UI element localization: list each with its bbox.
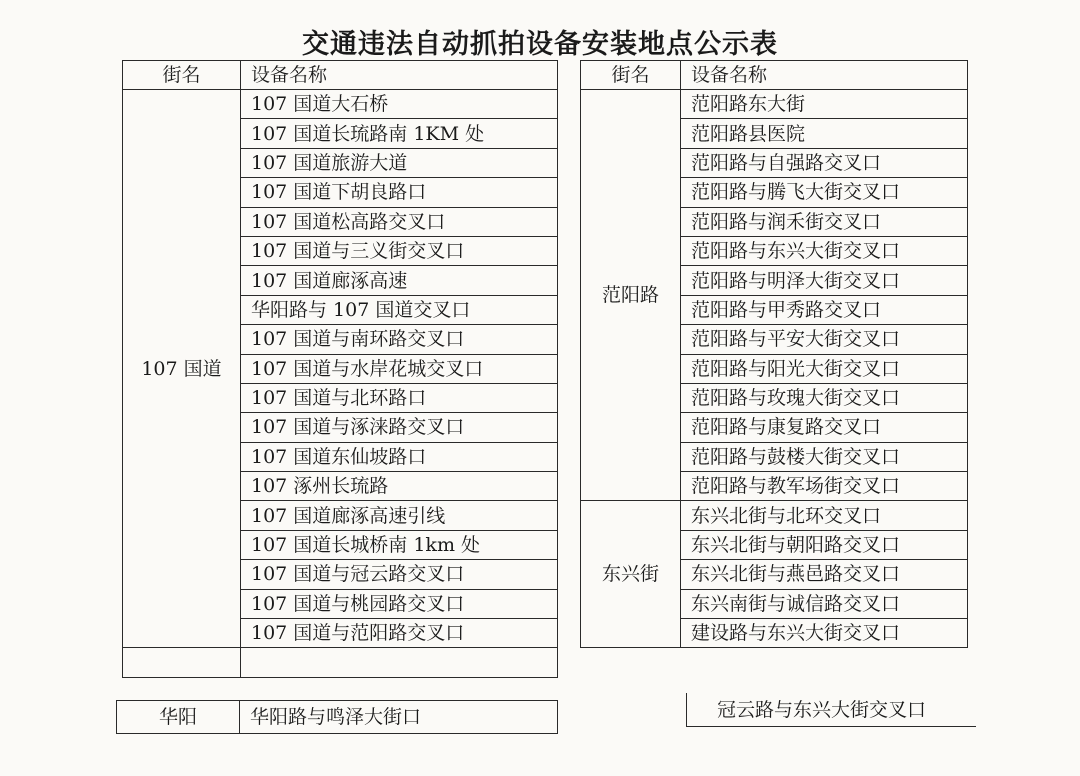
- device-name: 范阳路与康复路交叉口: [681, 413, 968, 442]
- device-name: 107 国道与三义街交叉口: [241, 236, 558, 265]
- device-name: 范阳路与自强路交叉口: [681, 148, 968, 177]
- device-name: 107 国道东仙坡路口: [241, 442, 558, 471]
- table-header-row: [581, 61, 968, 90]
- device-name: 冠云路与东兴大街交叉口: [717, 699, 927, 721]
- device-name: 107 国道下胡良路口: [241, 178, 558, 207]
- device-name: 范阳路与东兴大街交叉口: [681, 236, 968, 265]
- device-name: 范阳路东大街: [681, 90, 968, 119]
- table-header-row: [123, 61, 558, 90]
- page-title: 交通违法自动抓拍设备安装地点公示表: [302, 29, 778, 60]
- street-name: 107 国道: [123, 90, 241, 648]
- empty-row: [123, 648, 558, 677]
- device-name: 华阳路与 107 国道交叉口: [241, 295, 558, 324]
- street-name: 华阳: [117, 701, 240, 733]
- huayang-row: [116, 700, 558, 734]
- device-name: 范阳路与平安大街交叉口: [681, 325, 968, 354]
- table-row: [123, 90, 558, 119]
- street-header: 街名: [123, 61, 241, 90]
- device-name: 107 国道大石桥: [241, 90, 558, 119]
- device-name: 107 国道与南环路交叉口: [241, 325, 558, 354]
- device-name: 范阳路与阳光大街交叉口: [681, 354, 968, 383]
- device-name: 范阳路与腾飞大街交叉口: [681, 178, 968, 207]
- device-name: 华阳路与鸣泽大街口: [250, 706, 422, 728]
- device-name: 东兴北街与燕邑路交叉口: [681, 560, 968, 589]
- device-name: 107 涿州长琉路: [241, 472, 558, 501]
- device-name: 范阳路与明泽大街交叉口: [681, 266, 968, 295]
- device-name: 107 国道廊涿高速引线: [241, 501, 558, 530]
- device-name: 范阳路与鼓楼大街交叉口: [681, 442, 968, 471]
- street-name: 范阳路: [581, 90, 681, 501]
- device-header: 设备名称: [241, 61, 558, 90]
- device-name: 107 国道与北环路口: [241, 383, 558, 412]
- device-name: 东兴北街与北环交叉口: [681, 501, 968, 530]
- device-name: 107 国道与冠云路交叉口: [241, 560, 558, 589]
- extra-device-row: [686, 693, 976, 727]
- device-name: 范阳路与教军场街交叉口: [681, 472, 968, 501]
- left-table: [122, 60, 558, 678]
- device-name: 范阳路与玫瑰大街交叉口: [681, 383, 968, 412]
- device-name: 建设路与东兴大街交叉口: [681, 619, 968, 648]
- device-name: 范阳路与润禾街交叉口: [681, 207, 968, 236]
- device-header: 设备名称: [681, 61, 968, 90]
- device-name: 107 国道长琉路南 1KM 处: [241, 119, 558, 148]
- device-name: 东兴北街与朝阳路交叉口: [681, 530, 968, 559]
- device-name: 东兴南街与诚信路交叉口: [681, 589, 968, 618]
- table-row: [581, 501, 968, 530]
- device-name: 107 国道廊涿高速: [241, 266, 558, 295]
- device-name: 107 国道与范阳路交叉口: [241, 619, 558, 648]
- device-name: 107 国道旅游大道: [241, 148, 558, 177]
- street-name: 东兴街: [581, 501, 681, 648]
- street-header: 街名: [581, 61, 681, 90]
- device-name: 107 国道长城桥南 1km 处: [241, 530, 558, 559]
- right-table: [580, 60, 968, 648]
- table-row: [581, 90, 968, 119]
- device-name: 107 国道与桃园路交叉口: [241, 589, 558, 618]
- device-name: 107 国道与涿涞路交叉口: [241, 413, 558, 442]
- device-name: 范阳路与甲秀路交叉口: [681, 295, 968, 324]
- device-name: 107 国道松高路交叉口: [241, 207, 558, 236]
- device-name: 107 国道与水岸花城交叉口: [241, 354, 558, 383]
- device-name: 范阳路县医院: [681, 119, 968, 148]
